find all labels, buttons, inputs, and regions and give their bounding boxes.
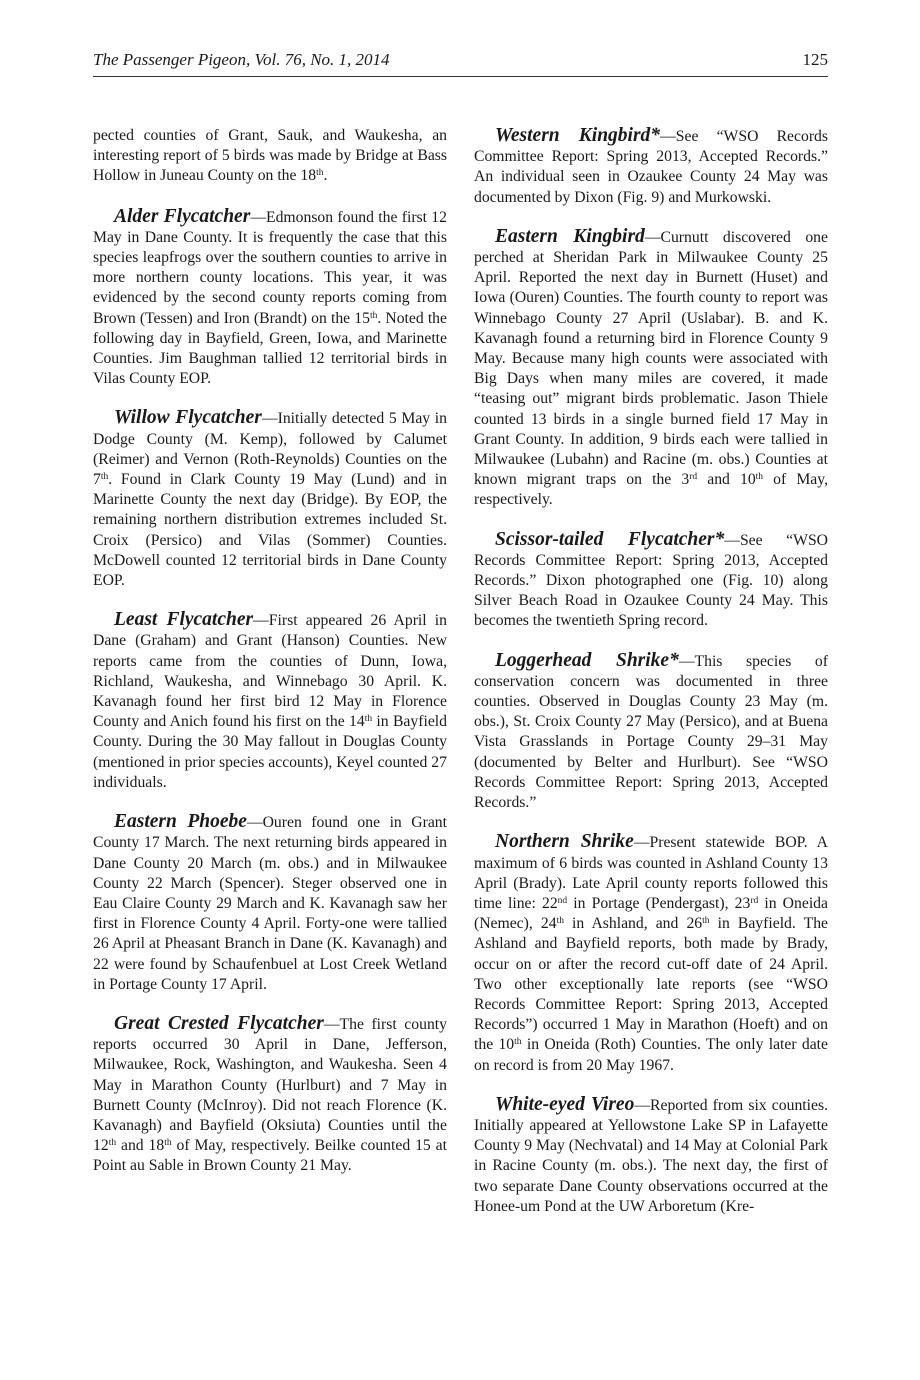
species-entry-northern-shrike: Northern Shrike—Present statewide BOP. A maximum of 6 birds was counted in Ashland County 13 April (Brady). Late April county reports followed this time line: 22nd in Portage (Pendergast), 23rd in Oneida (Nemec), 24th in Ashland, and 26th in Bayfield. The Ashland and Bayfield reports, both made by Brady, occur on or after the record cut-off date of 24 April. Two other exceptionally late reports (see “WSO Records Committee Report: Spring 2013, Accepted Records”) occurred 1 May in Marathon (Hoeft) and on the 10th in Oneida (Roth) Counties. The only later date on record is from 20 May 1967.: [474, 831, 829, 1074]
species-entry-eastern-kingbird: Eastern Kingbird—Curnutt discovered one perched at Sheridan Park in Milwaukee County 25 April. Reported the next day in Burnett (Huset) and Iowa (Ouren) Counties. The fourth county to report was Winnebago County 27 April (Uslabar). B. and K. Kavanagh found a returning bird in Florence County 9 May. Because many high counts were associated with Big Days when many miles are covered, it made “teasing out” migrant birds problematic. Jason Thiele counted 13 birds in a single burned field 17 May in Grant County. In addition, 9 birds each were tallied in Milwaukee (Lubahn) and Racine (m. obs.) Counties at known migrant traps on the 3rd and 10th of May, respectively.: [474, 225, 828, 509]
page-number: 125: [802, 50, 828, 69]
species-name: Least Flycatcher: [114, 609, 254, 631]
species-entry-western-kingbird: Western Kingbird*—See “WSO Records Committee Report: Spring 2013, Accepted Records.” An individual seen in Ozaukee County 24 May was documented by Dixon (Fig. 9) and Murkowski.: [474, 125, 828, 206]
species-entry-great-crested-flycatcher: Great Crested Flycatcher—The first county reports occurred 30 April in Dane, Jefferson, Milwaukee, Rock, Washington, and Waukesha. Seen 4 May in Marathon County (Hurlburt) and 7 May in Burnett County (McInroy). Did not reach Florence (K. Kavanagh) and Bayfield (Oksiuta) Counties until the 12th and 18th of May, respectively. Beilke counted 15 at Point au Sable in Brown County 21 May.: [93, 1012, 447, 1175]
species-entry-eastern-phoebe: Eastern Phoebe—Ouren found one in Grant County 17 March. The next returning birds appeared in Dane County 20 March (m. obs.) and in Milwaukee County 22 March (Spencer). Steger observed one in Eau Claire County 29 March and K. Kavanagh saw her first in Florence County 4 April. Forty-one were tallied 26 April at Pheasant Branch in Dane (K. Kavanagh) and 22 were found by Schaufenbuel at Lost Creek Wetland in Portage County 17 April.: [93, 811, 448, 993]
journal-title: The Passenger Pigeon, Vol. 76, No. 1, 2014: [93, 50, 390, 69]
species-entry-white-eyed-vireo: White-eyed Vireo—Reported from six counties. Initially appeared at Yellowstone Lake SP in Lafayette County 9 May (Nechvatal) and 14 May at Colonial Park in Racine County (m. obs.). The next day, the first of two separate Dane County observations occurred at the Honee-um Pond at the UW Arboretum (Kre-: [474, 1093, 828, 1215]
left-column: [93, 126, 447, 1177]
species-name: Scissor-tailed Flycatcher*: [495, 528, 725, 550]
continued-paragraph: pected counties of Grant, Sauk, and Waukesha, an interesting report of 5 birds was made by Bridge at Bass Hollow in Juneau County on the 18th.: [93, 127, 447, 185]
species-name: Northern Shrike: [495, 831, 634, 853]
species-name: Eastern Phoebe: [114, 811, 247, 833]
species-name: Alder Flycatcher: [114, 205, 251, 227]
species-name: White-eyed Vireo: [495, 1093, 635, 1115]
species-name: Western Kingbird*: [495, 125, 661, 146]
species-entry-scissor-tailed-flycatcher: Scissor-tailed Flycatcher*—See “WSO Records Committee Report: Spring 2013, Accepted Records.” Dixon photographed one (Fig. 10) along Silver Beach Road in Ozaukee County 24 May. This becomes the twentieth Spring record.: [474, 528, 828, 630]
running-head: [93, 48, 828, 77]
species-name: Eastern Kingbird: [495, 225, 645, 247]
species-entry-loggerhead-shrike: Loggerhead Shrike*—This species of conservation concern was documented in three counties. Observed in Douglas County 23 May (m. obs.), St. Croix County 27 May (Persico), and at Buena Vista Grasslands in Portage County 29–31 May (documented by Belter and Hurlburt). See “WSO Records Committee Report: Spring 2013, Accepted Records.”: [474, 649, 828, 812]
right-column: [474, 126, 828, 1217]
species-name: Loggerhead Shrike*: [495, 649, 679, 671]
species-entry-willow-flycatcher: Willow Flycatcher—Initially detected 5 May in Dodge County (M. Kemp), followed by Calumet (Reimer) and Vernon (Roth-Reynolds) Counties on the 7th. Found in Clark County 19 May (Lund) and in Marinette County the next day (Bridge). By EOP, the remaining northern distribution extremes included St. Croix (Persico) and Vilas (Sommer) Counties. McDowell counted 12 territorial birds in Dane County EOP.: [93, 407, 447, 590]
species-name: Great Crested Flycatcher: [114, 1012, 324, 1034]
species-entry-alder-flycatcher: Alder Flycatcher—Edmonson found the first 12 May in Dane County. It is frequently the case that this species leapfrogs over the southern counties to arrive in more northern county locations. This year, it was evidenced by the second county reports coming from Brown (Tessen) and Iron (Brandt) on the 15th. Noted the following day in Bayfield, Green, Iowa, and Marinette Counties. Jim Baughman tallied 12 territorial birds in Vilas County EOP.: [93, 205, 447, 388]
species-entry-least-flycatcher: Least Flycatcher—First appeared 26 April in Dane (Graham) and Grant (Hanson) Counties. New reports came from the counties of Dunn, Iowa, Richland, Waukesha, and Winnebago 30 April. K. Kavanagh found her first bird 12 May in Florence County and Anich found his first on the 14th in Bayfield County. During the 30 May fallout in Douglas County (mentioned in prior species accounts), Keyel counted 27 individuals.: [93, 609, 448, 791]
species-name: Willow Flycatcher: [114, 407, 262, 429]
